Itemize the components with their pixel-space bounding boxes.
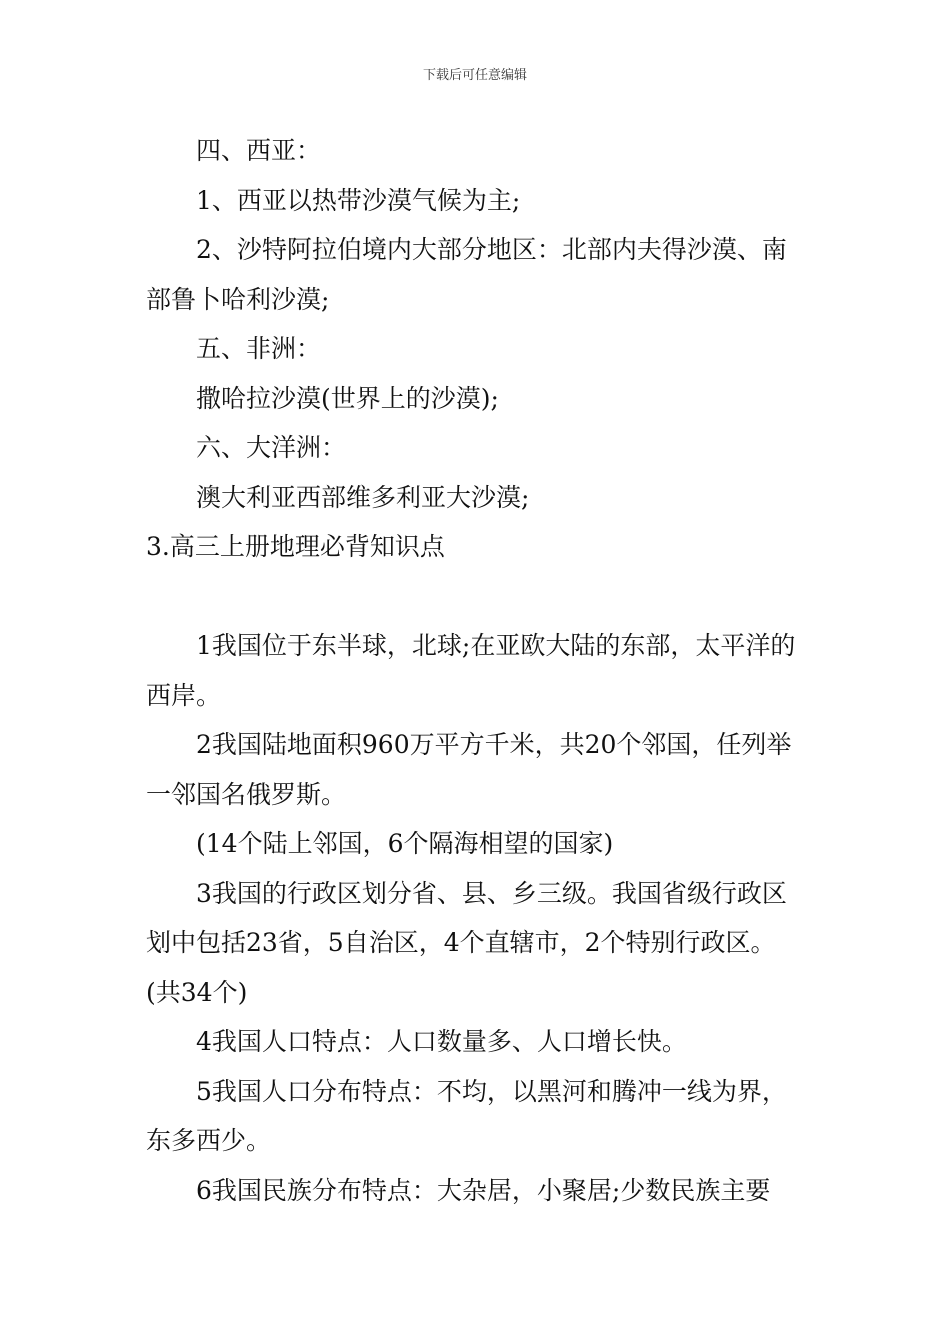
section-heading-africa: 五、非洲：: [196, 334, 322, 363]
paragraph: (14个陆上邻国，6个隔海相望的国家): [196, 829, 614, 858]
paragraph: 5我国人口分布特点：不均，以黑河和腾冲一线为界，东多西少。: [146, 1076, 787, 1155]
paragraph: 1、西亚以热带沙漠气候为主;: [196, 185, 521, 215]
section-heading-oceania: 六、大洋洲：: [196, 433, 347, 462]
paragraph: 6我国民族分布特点：大杂居，小聚居;少数民族主要: [196, 1175, 771, 1205]
paragraph: 1我国位于东半球，北球;在亚欧大陆的东部，太平洋的西岸。: [146, 631, 796, 710]
section-heading-west-asia: 四、西亚：: [196, 136, 322, 165]
paragraph: 4我国人口特点：人口数量多、人口增长快。: [196, 1027, 687, 1056]
document-body: [146, 126, 808, 1215]
section-title: 3.高三上册地理必背知识点: [146, 532, 445, 561]
paragraph: 2我国陆地面积960万平方千米，共20个邻国，任列举一邻国名俄罗斯。: [146, 730, 792, 809]
page-header-note: 下载后可任意编辑: [422, 68, 527, 83]
paragraph: 2、沙特阿拉伯境内大部分地区：北部内夫得沙漠、南部鲁卜哈利沙漠;: [146, 235, 787, 314]
paragraph: 撒哈拉沙漠(世界上的沙漠);: [196, 383, 499, 413]
paragraph: 3我国的行政区划分省、县、乡三级。我国省级行政区划中包括23省，5自治区，4个直辖市，2个特别行政区。(共34个): [146, 878, 787, 1007]
paragraph: 澳大利亚西部维多利亚大沙漠;: [196, 482, 530, 512]
spacer: [146, 572, 808, 622]
